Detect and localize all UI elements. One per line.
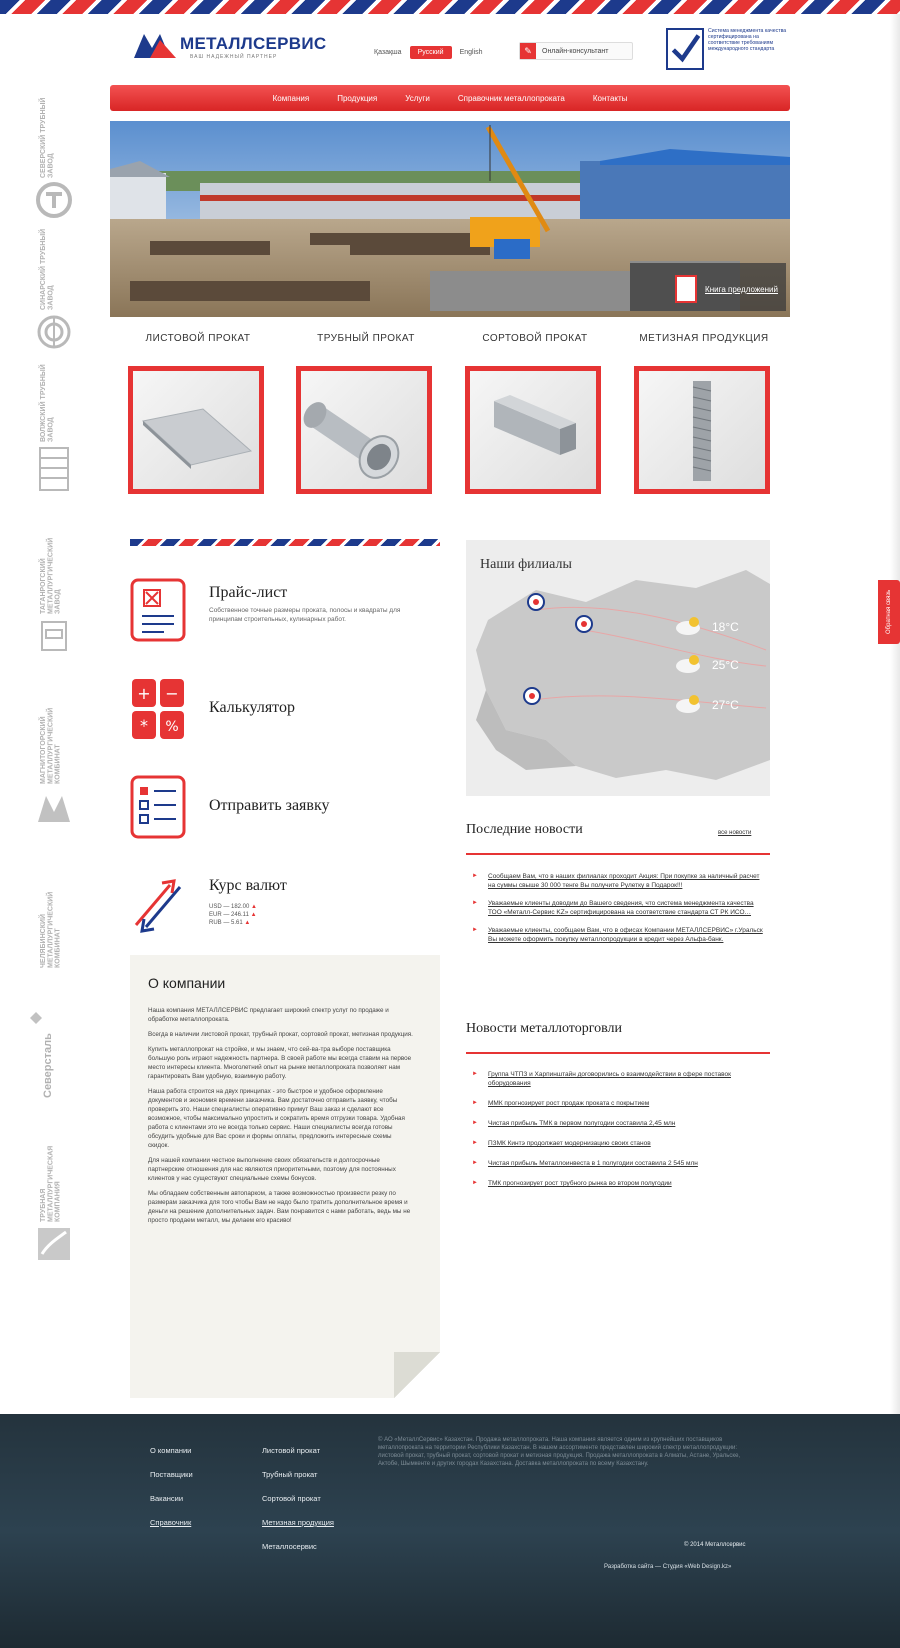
about-paragraph: Для нашей компании честное выполнение своих обязательств и долгосрочные партнерские отношения для нас являются приоритетными, поэтому для постоянных клиентов у нас существуют специальные схемы бонусов.: [148, 1157, 396, 1182]
trade-news-item[interactable]: ► ТМК прогнозирует рост трубного рынка во втором полугодии: [470, 1179, 766, 1188]
quality-certificate[interactable]: [666, 28, 790, 72]
footer-link[interactable]: Металлосервис: [262, 1542, 317, 1551]
footer-link[interactable]: Поставщики: [150, 1470, 193, 1479]
partner-logo[interactable]: ЧЕЛЯБИНСКИЙ МЕТАЛЛУРГИЧЕСКИЙ КОМБИНАТ: [40, 891, 62, 968]
nav-products[interactable]: Продукция: [337, 93, 378, 103]
footer-link[interactable]: Листовой прокат: [262, 1446, 321, 1455]
svg-text:−: −: [165, 684, 179, 703]
certificate-text: Система менеджмента качества сертифицирована на соответствие требованиям международного стандарта: [708, 28, 787, 52]
category-title: СОРТОВОЙ ПРОКАТ: [482, 333, 588, 344]
exchange-arrows-icon: [130, 873, 186, 937]
price-list-widget[interactable]: [130, 578, 440, 648]
currency-title: Курс валют: [209, 877, 287, 894]
footer-link[interactable]: Справочник: [150, 1518, 192, 1527]
all-news-link[interactable]: все новости: [718, 830, 752, 836]
trade-news-item[interactable]: ► ПЗМК Кинтэ продолжает модернизацию своих станов: [470, 1139, 766, 1148]
price-list-title: Прайс-лист: [209, 584, 288, 601]
trade-news-item[interactable]: ► ММК прогнозирует рост продаж проката с покрытием: [470, 1099, 766, 1108]
lang-english[interactable]: English: [459, 48, 483, 56]
order-form-icon: [130, 775, 186, 839]
category-section[interactable]: [465, 332, 605, 346]
about-paragraph: Купить металлопрокат на стройке, и мы знаем, что сей-ва-тра выборе поставщика большую роль играют надежность партнера. В своей работе мы всегда ставим на первое место интересы клиента. Многолетний опыт на рынке металлопроката позволяет нам гарантировать Вам удобную, взаимную работу.: [148, 1046, 412, 1080]
partner-emblem-icon: [34, 444, 74, 494]
partner-emblem-icon: [34, 180, 74, 220]
svg-text:*: *: [140, 716, 148, 735]
logo-mark-icon: [132, 30, 178, 60]
about-paragraph: Всегда в наличии листовой прокат, трубный прокат, сортовой прокат, метизная продукция.: [148, 1031, 413, 1038]
svg-text:+: +: [137, 684, 151, 703]
trade-news-item[interactable]: ► Чистая прибыль Металлоинвеста в 1 полугодии составила 2 545 млн: [470, 1159, 766, 1168]
nav-reference[interactable]: Справочник металлопроката: [457, 93, 565, 103]
main-nav: [110, 85, 790, 111]
about-title: О компании: [148, 975, 226, 991]
partner-emblem-icon: [34, 1224, 74, 1264]
brand-name: МЕТАЛЛСЕРВИС: [180, 34, 327, 53]
about-section: [130, 955, 440, 1398]
news-item[interactable]: ► Сообщаем Вам, что в наших филиалах проходит Акция: При покупке за наличный расчет на суммы свыше 30 000 тенге Вы получите Рулетку в Подарок!!!: [470, 872, 766, 890]
chat-icon: ✎: [520, 43, 536, 59]
category-pipe[interactable]: [296, 332, 436, 346]
calculator-title: Калькулятор: [209, 699, 295, 716]
section-stripe: [130, 539, 440, 546]
consultant-label: Онлайн-консультант: [542, 47, 609, 55]
document-icon: [675, 275, 697, 303]
news-list: [470, 872, 766, 944]
order-title: Отправить заявку: [209, 797, 330, 814]
calculator-icon: [130, 677, 186, 741]
rate-rub: RUB — 5.61: [209, 920, 243, 926]
footer-link[interactable]: Трубный прокат: [262, 1470, 318, 1479]
footer-link[interactable]: О компании: [150, 1446, 192, 1455]
site-logo[interactable]: [132, 30, 332, 66]
temperature-1: 18°C: [712, 620, 739, 634]
footer-link[interactable]: Метизная продукция: [262, 1518, 334, 1527]
order-widget[interactable]: [130, 775, 440, 839]
currency-widget[interactable]: [130, 873, 440, 937]
steel-sheet-icon: [133, 371, 259, 489]
trade-news-item[interactable]: ► Группа ЧТПЗ и Харпинштайн договорились о взаимодействии в сфере поставок оборудования: [470, 1070, 766, 1088]
footer: [0, 1414, 900, 1648]
trade-news-underline: [466, 1052, 770, 1054]
trade-news-item[interactable]: ► Чистая прибыль ТМК в первом полугодии составила 2,45 млн: [470, 1119, 766, 1128]
brand-tagline: ВАШ НАДЕЖНЫЙ ПАРТНЕР: [190, 54, 278, 60]
svg-text:%: %: [165, 719, 179, 735]
online-consultant-button[interactable]: [519, 42, 633, 60]
partner-emblem-icon: [34, 312, 74, 352]
partner-emblem-icon: [34, 616, 74, 656]
nav-services[interactable]: Услуги: [405, 93, 430, 103]
temperature-2: 25°C: [712, 658, 739, 672]
partner-logo[interactable]: МАГНИТОГОРСКИЙ МЕТАЛЛУРГИЧЕСКИЙ КОМБИНАТ: [26, 694, 86, 824]
branches-map: [466, 540, 770, 796]
footer-developer[interactable]: Разработка сайта — Студия «Web Design.kz»: [604, 1564, 732, 1570]
category-hardware[interactable]: [634, 332, 774, 346]
partner-emblem-icon: [34, 786, 74, 826]
partner-logo[interactable]: СИНАРСКИЙ ТРУБНЫЙ ЗАВОД: [26, 220, 86, 350]
right-shadow: [890, 14, 900, 1484]
price-list-desc: Собственное точные размеры проката, полосы и квадраты для принципам строительных, кулинарных работ.: [209, 607, 401, 623]
category-title: МЕТИЗНАЯ ПРОДУКЦИЯ: [639, 333, 769, 344]
partner-emblem-icon: [30, 1012, 42, 1024]
footer-col-company: [150, 1444, 193, 1540]
booklet-label: Книга предложений: [705, 284, 778, 294]
footer-link[interactable]: Вакансии: [150, 1494, 184, 1503]
about-paragraph: Наша компания МЕТАЛЛСЕРВИС предлагает широкий спектр услуг по продаже и обработке металлопроката.: [148, 1007, 389, 1023]
category-image-frame: [634, 366, 770, 494]
lang-russian[interactable]: Русский: [410, 46, 452, 59]
trade-news-title: Новости металлоторговли: [466, 1021, 623, 1036]
about-paragraph: Мы обладаем собственным автопарком, а также возможностью произвести резку по размерам заказчика для того чтобы Вам не надо было тратить дополнительное время и деньги на решение дополнительных задач. Вам понравится с нами работать, ведь мы не просто продаем металл, мы делаем его красиво!: [148, 1190, 411, 1224]
footer-col-products: [262, 1444, 334, 1564]
news-underline: [466, 853, 770, 855]
nav-contacts[interactable]: Контакты: [592, 93, 628, 103]
news-item[interactable]: ► Уважаемые клиенты доводим до Вашего сведения, что система менеджмента качества ТОО «Металл-Сервис KZ» сертифицирована на соответствие стандарта СТ РК ИСО…: [470, 899, 766, 917]
calculator-widget[interactable]: [130, 677, 440, 741]
news-title: Последние новости: [466, 822, 583, 837]
news-item[interactable]: ► Уважаемые клиенты, сообщаем Вам, что в офисах Компании МЕТАЛЛСЕРВИС» г.Уральск Вы можете оформить покупку металлопродукции в кредит через Альфа-банк.: [470, 926, 766, 944]
booklet-link[interactable]: [675, 275, 778, 303]
lang-kazakh[interactable]: Қазақша: [374, 48, 402, 56]
rate-usd: USD — 182.00: [209, 904, 250, 910]
trade-news-list: [470, 1070, 766, 1199]
category-title: ТРУБНЫЙ ПРОКАТ: [317, 333, 415, 344]
category-image-frame: [128, 366, 264, 494]
language-switcher: [374, 44, 483, 60]
map-title: Наши филиалы: [480, 557, 572, 572]
nav-company[interactable]: Компания: [272, 93, 310, 103]
partner-logo[interactable]: СЕВЕРСКИЙ ТРУБНЫЙ ЗАВОД: [26, 88, 86, 218]
footer-copyright: © 2014 Металлсервис: [684, 1542, 746, 1548]
temperature-3: 27°C: [712, 698, 739, 712]
footer-link[interactable]: Сортовой прокат: [262, 1494, 321, 1503]
steel-rod-icon: [639, 371, 765, 489]
price-list-icon: [130, 578, 186, 642]
hero-banner: [110, 121, 790, 317]
partner-logo[interactable]: ТРУБНАЯ МЕТАЛЛУРГИЧЕСКАЯ КОМПАНИЯ: [26, 1132, 86, 1262]
feedback-tab[interactable]: Обратная связь: [878, 580, 900, 644]
steel-pipe-icon: [301, 371, 427, 489]
checkmark-icon: [666, 28, 704, 70]
partner-logo[interactable]: ТАГАНРОГСКИЙ МЕТАЛЛУРГИЧЕСКИЙ ЗАВОД: [26, 524, 86, 654]
partner-logo[interactable]: Северсталь: [26, 1008, 86, 1138]
category-title: ЛИСТОВОЙ ПРОКАТ: [145, 333, 251, 344]
category-sheet[interactable]: [128, 332, 268, 346]
top-stripe: [0, 0, 900, 14]
footer-description: © АО «МеталлСервис» Казахстан. Продажа металлопроката. Наша компания является одним из крупнейших поставщиков металлопроката на территории Республики Казахстан. В нашем ассортименте представлен широкий спектр металлопродукции: листовой прокат, трубный прокат, сортовой прокат и метизная продукция. Продажа металлопроката в Алматы, Астане, Уральске, Актобе, Шымкенте и других городах Казахстана. Доставка металлопроката по всему Казахстану.: [378, 1437, 741, 1467]
about-body: [148, 1006, 414, 1231]
currency-rates: USD — 182.00 ▲ EUR — 246.11 ▲ RUB — 5.61 ▲: [209, 904, 257, 926]
category-image-frame: [465, 366, 601, 494]
steel-bar-icon: [470, 371, 596, 489]
about-paragraph: Наша работа строится на двух принципах - это быстрое и удобное оформление документов и экономия времени заказчика. Вам достаточно отправить заявку, чтобы проверить это. Наши специалисты оперативно примут Ваш заказ и сделают все возможное, чтобы максимально упростить и сократить время отгрузки товара. Удобная работа с клиентами это не всегда только сервис. Наши специалисты всегда готовы обсудить удобные для Вас сроки и формы оплаты, предложить интересные схемы скидок.: [148, 1088, 405, 1149]
rate-eur: EUR — 246.11: [209, 912, 249, 918]
category-image-frame: [296, 366, 432, 494]
page-fold: [394, 1352, 440, 1398]
partner-logo[interactable]: ВОЛЖСКИЙ ТРУБНЫЙ ЗАВОД: [26, 352, 86, 482]
